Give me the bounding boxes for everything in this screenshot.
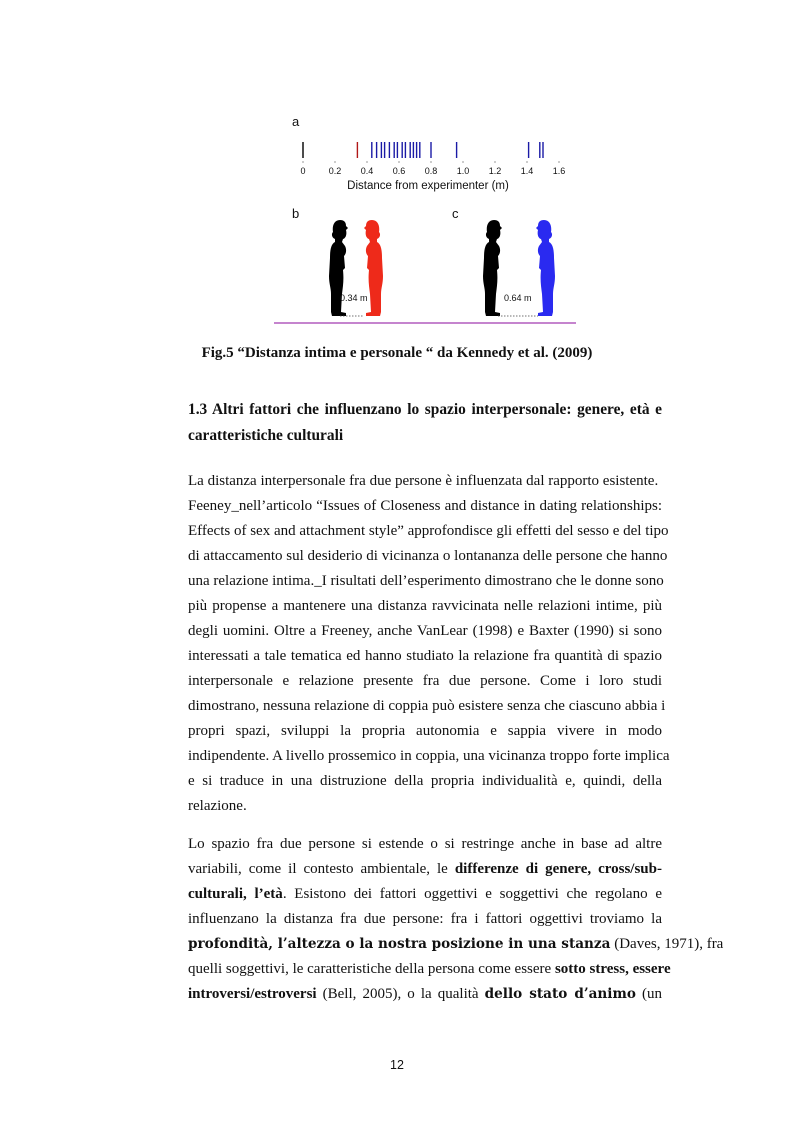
p2-line-6 (188, 957, 671, 982)
p1-line: relazione. (188, 798, 247, 814)
p2-bold-text: introversi/estroversi (188, 986, 317, 1002)
p2-line-3 (188, 882, 662, 907)
p1-line: propri spazi, sviluppi la propria autonomia e sappia vivere in modo (188, 723, 662, 739)
p2-line-4: influenzano la distanza fra due persone: fra i fattori oggettivi troviamo la (188, 911, 662, 927)
distance-label-c: 0.64 m (504, 293, 532, 303)
p2-line-5 (188, 932, 724, 957)
p1-line: dimostrano, nessuna relazione di coppia può esistere senza che ciascuno abbia i (188, 698, 666, 714)
distance-axis (303, 161, 559, 163)
p1-line: indipendente. A livello prossemico in coppia, una vicinanza troppo forte implica (188, 748, 670, 764)
p1-line: più propense a mantenere una distanza ravvicinata nelle relazioni intime, più (188, 598, 662, 614)
p2-text: quelli soggettivi, le caratteristiche della persona come essere (188, 961, 555, 977)
figure-svg (272, 108, 578, 328)
heading-line-2: caratteristiche culturali (188, 427, 344, 444)
x-tick-label: 1.2 (488, 166, 502, 176)
panel-label-b: b (292, 206, 300, 221)
panel-label-a: a (292, 114, 300, 129)
person-silhouette (483, 220, 502, 316)
section-heading (188, 397, 662, 449)
distance-ticks (303, 142, 543, 158)
p1-line: interpersonale e relazione presente fra due persone. Come i loro studi (188, 673, 662, 689)
p1-line: degli uomini. Oltre a Freeney, anche VanLear (1998) e Baxter (1990) si sono (188, 623, 662, 639)
p1-line: Effects of sex and attachment style” approfondisce gli effetti del sesso e del tipo (188, 523, 669, 539)
distance-label-b: 0.34 m (340, 293, 368, 303)
p1-line: La distanza interpersonale fra due persone è influenzata dal rapporto esistente. (188, 473, 659, 489)
page-number: 12 (390, 1058, 404, 1072)
p2-line-1: Lo spazio fra due persone si estende o si restringe anche in base ad altre (188, 836, 662, 852)
person-silhouette (536, 220, 555, 316)
p2-bold-text: profondità, l’altezza o la nostra posizione in una stanza (188, 936, 611, 952)
silhouette-blue-right-c (536, 220, 555, 316)
x-tick-label: 0.6 (392, 166, 406, 176)
panel-c-figures (483, 220, 555, 316)
silhouette-black-left-c (483, 220, 502, 316)
x-tick-label: 1.4 (520, 166, 534, 176)
heading-line-1: 1.3 Altri fattori che influenzano lo spazio interpersonale: genere, età e (188, 401, 662, 418)
figure-caption: Fig.5 “Distanza intima e personale “ da Kennedy et al. (2009) (201, 345, 593, 361)
tick-labels (300, 166, 565, 176)
panel-b-figures (329, 220, 383, 316)
p2-text: variabili, come il contesto ambientale, le (188, 861, 455, 877)
x-axis-title: Distance from experimenter (m) (347, 180, 509, 192)
p2-text: . Esistono dei fattori oggettivi e soggettivi che regolano e (282, 886, 662, 902)
p2-text: (Daves, 1971), fra (610, 936, 724, 952)
x-tick-label: 0.4 (360, 166, 374, 176)
p2-bold-text: differenze di genere, cross/sub- (454, 861, 662, 877)
x-tick-label: 0.8 (424, 166, 438, 176)
p2-line-2 (188, 857, 662, 882)
p2-bold-text: sotto stress, essere (554, 961, 671, 977)
x-tick-label: 0.2 (328, 166, 342, 176)
p1-line: di attaccamento sul desiderio di vicinanza o lontananza delle persone che hanno (188, 548, 668, 564)
p1-line: Feeney_nell’articolo “Issues of Closeness and distance in dating relationships: (188, 498, 662, 514)
p2-text: (Bell, 2005), o la qualità (316, 986, 485, 1002)
p2-line-7 (188, 982, 662, 1007)
p1-line: e si traduce in una distruzione della propria individualità e, quindi, della (188, 773, 662, 789)
x-tick-label: 1.0 (456, 166, 470, 176)
x-tick-label: 0 (300, 166, 306, 176)
x-tick-label: 1.6 (552, 166, 566, 176)
panel-label-c: c (452, 206, 459, 221)
paragraph-1 (188, 469, 670, 819)
p2-bold-text: dello stato d’animo (484, 986, 636, 1002)
figure-kennedy (272, 108, 578, 328)
p1-line: una relazione intima._I risultati dell’esperimento dimostrano che le donne sono (188, 573, 664, 589)
p1-line: interessati a tale tematica ed hanno studiato la relazione fra quantità di spazio (188, 648, 662, 664)
p2-text: (un (635, 986, 663, 1002)
paragraph-2 (188, 832, 724, 1007)
p2-bold-text: culturali, l’età (188, 886, 283, 902)
